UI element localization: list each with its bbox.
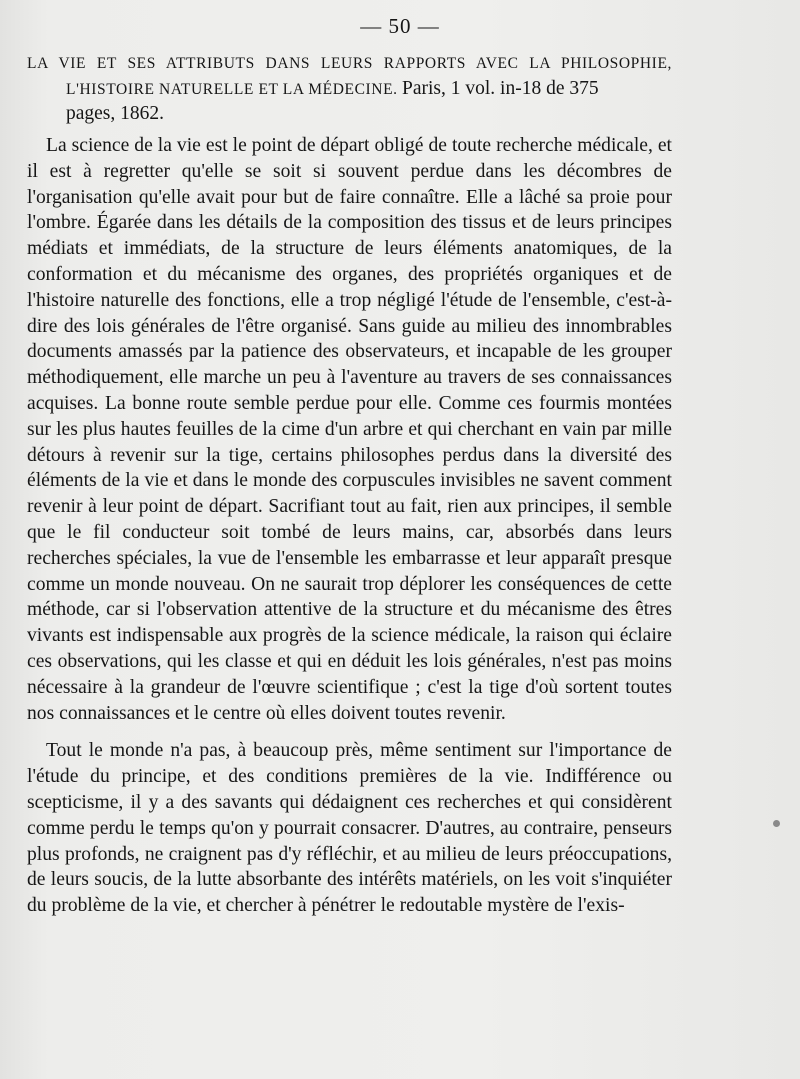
reference-title-caps: L'HISTOIRE NATURELLE ET LA MÉDECINE.: [66, 81, 398, 98]
reference-publication: Paris, 1 vol. in-18 de 375: [402, 78, 599, 99]
bibliographic-reference: [27, 52, 672, 126]
reference-line-2: [27, 76, 672, 102]
page-content: [27, 52, 672, 919]
reference-line-1: LA VIE ET SES ATTRIBUTS DANS LEURS RAPPORTS AVEC LA PHILOSOPHIE,: [27, 55, 672, 72]
margin-dot: [773, 820, 780, 827]
reference-line-3: pages, 1862.: [66, 103, 165, 124]
page-number: — 50 —: [360, 14, 440, 38]
body-paragraph-1: La science de la vie est le point de départ obligé de toute recherche médicale, et il est à regretter qu'elle se soit si souvent perdue dans les décombres de l'organisation qu'elle avait pour but de faire connaître. Elle a lâché sa proie pour l'ombre. Égarée dans les détails de la composition des tissus et de leurs principes médiats et immédiats, de la structure de leurs éléments anatomiques, de la conformation et du mécanisme des organes, des propriétés organiques et de l'histoire naturelle des fonctions, elle a trop négligé l'étude de l'ensemble, c'est-à-dire des lois générales de l'être organisé. Sans guide au milieu des innombrables documents amassés par la patience des observateurs, et incapable de les grouper méthodiquement, elle marche un peu à l'aventure au travers de ses connaissances acquises. La bonne route semble perdue pour elle. Comme ces fourmis montées sur les plus hautes feuilles de la cime d'un arbre et qui cherchant en vain par mille détours à revenir sur la tige, certains philosophes perdus dans la diversité des éléments de la vie et dans le monde des corpuscules invisibles ne savent comment revenir à leur point de départ. Sacrifiant tout au fait, rien aux principes, il semble que le fil conducteur soit tombé de leurs mains, car, absorbés dans leurs recherches spéciales, la vue de l'ensemble les embarrasse et leur apparaît presque comme un monde nouveau. On ne saurait trop déplorer les conséquences de cette méthode, car si l'observation attentive de la structure et du mécanisme des êtres vivants est indispensable aux progrès de la science médicale, la raison qui éclaire ces observations, qui les classe et qui en déduit les lois générales, n'est pas moins nécessaire à la grandeur de l'œuvre scientifique ; c'est la tige d'où sortent toutes nos connaissances et le centre où elles doivent toutes revenir.: [27, 135, 672, 724]
body-paragraph-2: Tout le monde n'a pas, à beaucoup près, même sentiment sur l'importance de l'étude du principe, et des conditions premières de la vie. Indifférence ou scepticisme, il y a des savants qui dédaignent ces recherches et qui considèrent comme perdu le temps qu'on y pourrait consacrer. D'autres, au contraire, penseurs plus profonds, ne craignent pas d'y réfléchir, et au milieu de leurs préoccupations, de leurs soucis, de la lutte absorbante des intérêts matériels, on les voit s'inquiéter du problème de la vie, et chercher à pénétrer le redoutable mystère de l'exis-: [27, 740, 672, 917]
